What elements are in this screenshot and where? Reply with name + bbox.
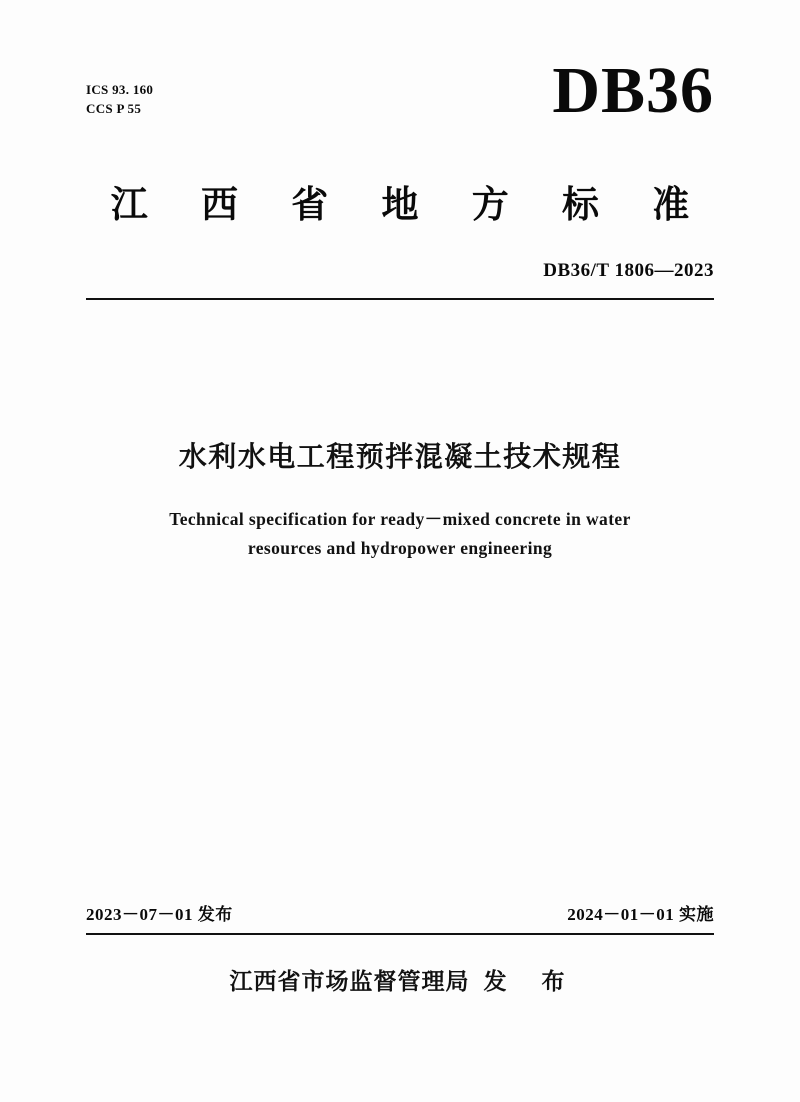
header-divider <box>86 298 714 300</box>
classification-codes <box>86 80 153 118</box>
province-standard-title: 江 西 省 地 方 标 准 <box>110 185 712 226</box>
issuer-name: 江西省市场监督管理局 <box>229 968 470 994</box>
release-date: 2023－07－01 发布 <box>86 905 233 924</box>
document-title-chinese: 水利水电工程预拌混凝土技术规程 <box>178 441 622 472</box>
ics-code: ICS 93. 160 <box>86 82 154 97</box>
issue-word: 发 布 <box>483 968 571 994</box>
ccs-code: CCS P 55 <box>86 101 142 116</box>
issuing-authority <box>86 963 714 996</box>
title-english-line-1: Technical specification for ready－mixed concrete in water <box>169 509 631 529</box>
title-english-line-2: resources and hydropower engineering <box>247 538 553 558</box>
document-title-english <box>86 505 714 563</box>
standard-number: DB36/T 1806—2023 <box>543 260 714 281</box>
footer-divider <box>86 933 714 935</box>
standard-mark: DB36 <box>552 54 714 127</box>
effective-date: 2024－01－01 实施 <box>567 905 714 924</box>
date-row <box>86 900 714 925</box>
